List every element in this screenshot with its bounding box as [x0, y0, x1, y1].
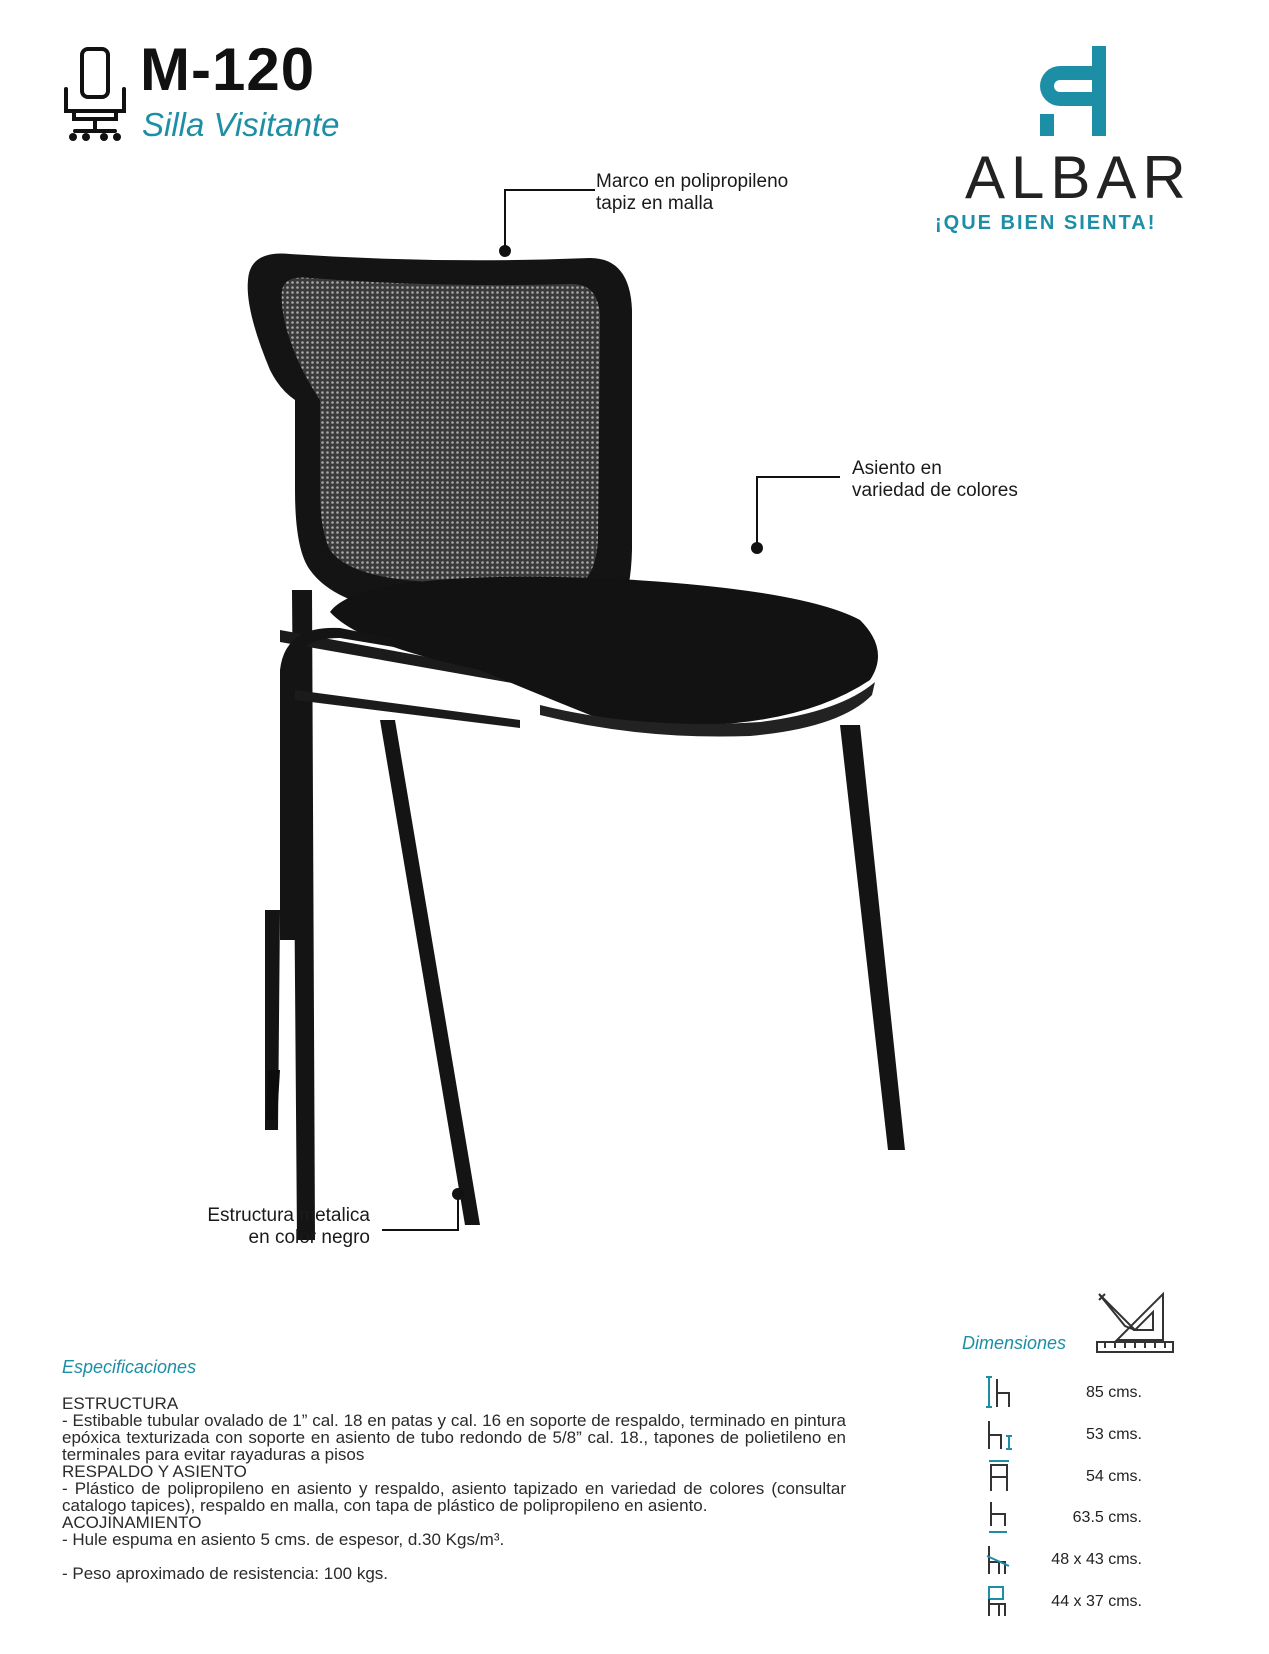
spec-line: RESPALDO Y ASIENTO — [62, 1462, 247, 1481]
dimension-row — [985, 1459, 1142, 1495]
ruler-pencil-icon — [1095, 1290, 1175, 1356]
callout-leader-structure — [380, 1180, 470, 1240]
spec-line: ACOJINAMIENTO — [62, 1513, 202, 1532]
dimension-row — [985, 1584, 1142, 1620]
dimension-value: 44 x 37 cms. — [1051, 1593, 1142, 1610]
dimension-row — [985, 1500, 1142, 1536]
spec-line: - Estibable tubular ovalado de 1” cal. 18 en patas y cal. 16 en soporte de respaldo, terminado en pintura epóxica texturizada con soporte en asiento de tubo redondo de 5/8” cal. 18., tapones de polietileno en terminales para evitar rayaduras a pisos — [62, 1411, 846, 1464]
backrest-size-icon — [985, 1584, 1015, 1618]
callout-structure — [100, 1205, 370, 1249]
dimension-row — [985, 1375, 1142, 1411]
brand-name: ALBAR — [965, 144, 1192, 211]
spec-line: - Plástico de polipropileno en asiento y respaldo, asiento tapizado en variedad de colores (consultar catalogo tapices), respaldo en malla, con tapa de plástico de polipropileno en asiento. — [62, 1479, 846, 1515]
callout-seat-line-2: variedad de colores — [852, 480, 1018, 501]
depth-icon — [985, 1500, 1015, 1534]
model-code: M-120 — [140, 36, 316, 103]
dimensions-heading: Dimensiones — [962, 1333, 1067, 1353]
specs-body — [62, 1395, 846, 1582]
albar-logo-icon — [1030, 42, 1122, 140]
dimension-value: 63.5 cms. — [1072, 1509, 1142, 1526]
model-name: Silla Visitante — [142, 106, 340, 143]
callout-leader-seat — [745, 467, 845, 557]
callout-frame-line-2: tapiz en malla — [596, 193, 714, 214]
chair-photo — [240, 250, 1000, 1320]
callout-leader-frame — [490, 180, 600, 260]
seat-size-icon — [985, 1542, 1015, 1576]
dimension-value: 54 cms. — [1085, 1468, 1142, 1485]
spec-line: ESTRUCTURA — [62, 1394, 179, 1413]
callout-frame — [596, 171, 788, 215]
spec-line: - Peso aproximado de resistencia: 100 kgs. — [62, 1564, 389, 1583]
dimension-value: 53 cms. — [1085, 1426, 1142, 1443]
dimension-value: 85 cms. — [1085, 1384, 1142, 1401]
callout-structure-line-2: en color negro — [248, 1227, 370, 1248]
brand-slogan: ¡QUE BIEN SIENTA! — [935, 212, 1157, 234]
total-height-icon — [985, 1375, 1015, 1409]
dimension-row — [985, 1542, 1142, 1578]
specs-heading: Especificaciones — [62, 1357, 197, 1377]
spec-spacer — [62, 1548, 846, 1565]
dimension-value: 48 x 43 cms. — [1051, 1551, 1142, 1568]
spec-line: - Hule espuma en asiento 5 cms. de espesor, d.30 Kgs/m³. — [62, 1530, 505, 1549]
dimension-row — [985, 1417, 1142, 1453]
callout-seat-line-1: Asiento en — [852, 458, 942, 479]
seat-height-icon — [985, 1417, 1015, 1451]
office-chair-icon — [60, 45, 130, 145]
callout-structure-line-1: Estructura metalica — [207, 1205, 370, 1226]
callout-frame-line-1: Marco en polipropileno — [596, 171, 789, 192]
callout-seat — [852, 458, 1018, 502]
front-width-icon — [985, 1459, 1015, 1493]
